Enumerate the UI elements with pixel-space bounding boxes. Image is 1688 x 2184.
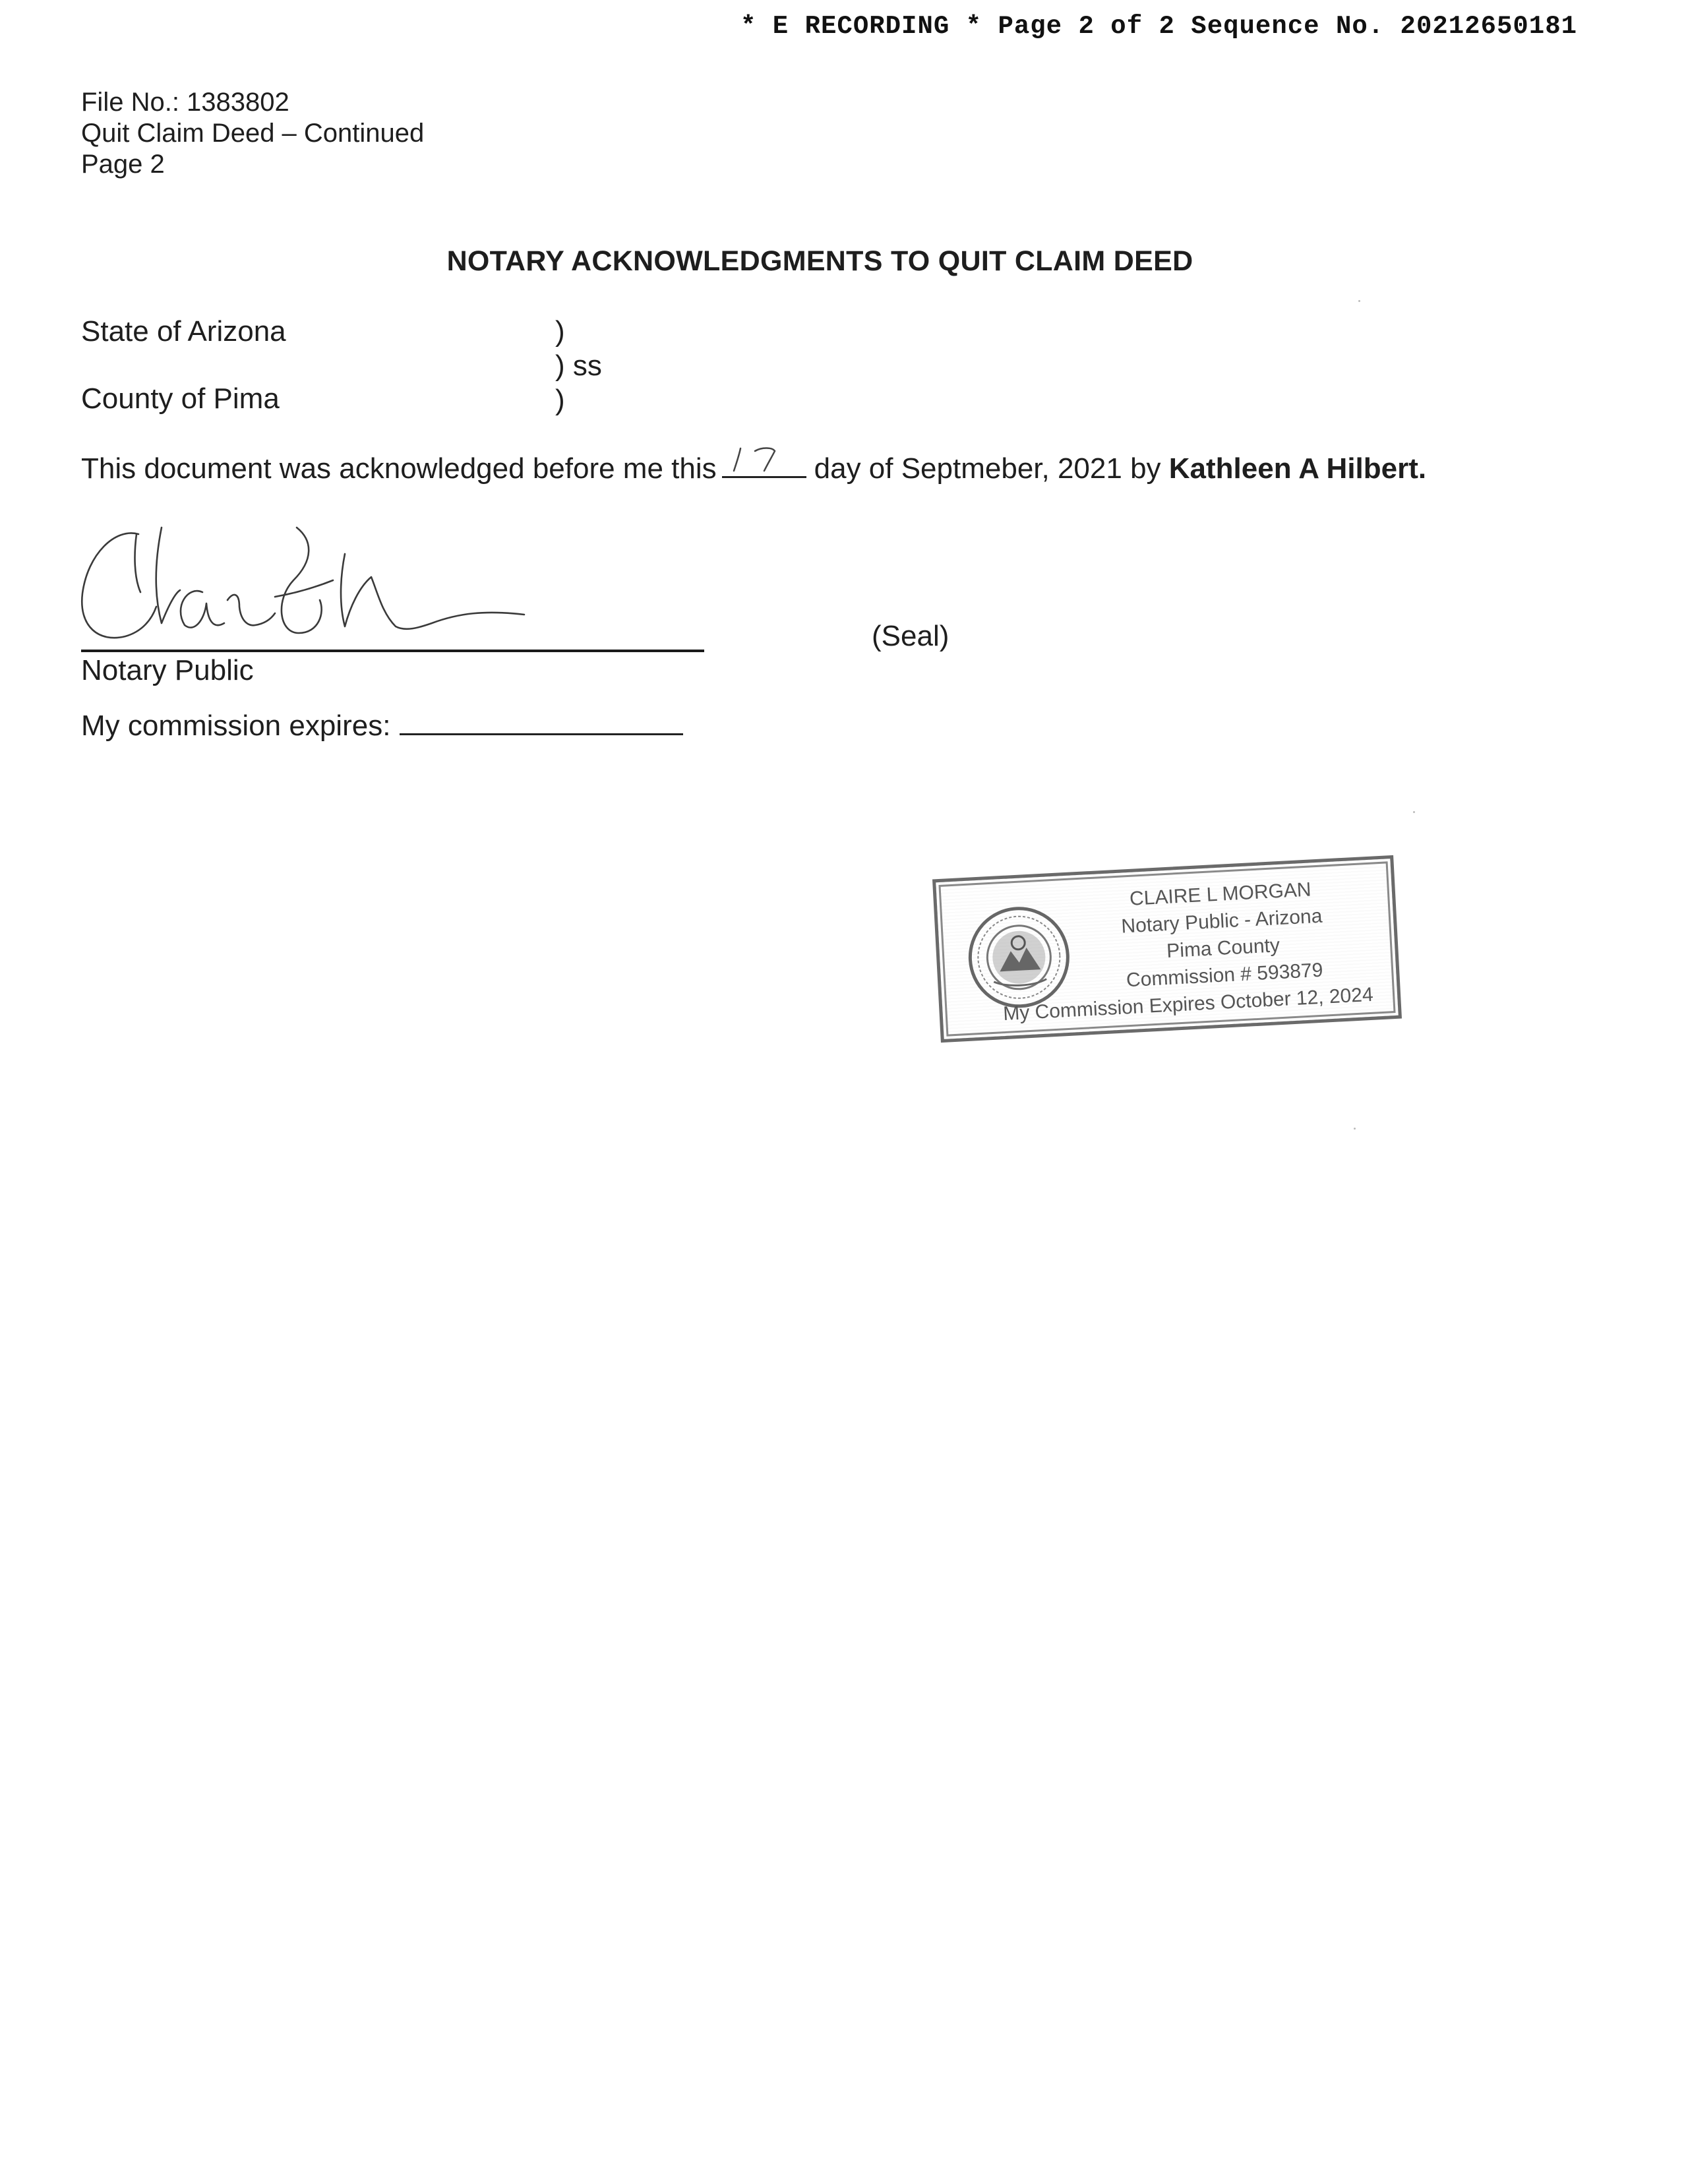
recording-header: * E RECORDING * Page 2 of 2 Sequence No. 20212650181 bbox=[740, 12, 1577, 41]
signature-line bbox=[81, 650, 704, 652]
commission-expires-label: My commission expires: bbox=[81, 710, 391, 742]
page-number: Page 2 bbox=[81, 150, 165, 179]
signer-name: Kathleen A Hilbert. bbox=[1168, 452, 1427, 485]
venue-state: State of Arizona bbox=[81, 315, 286, 348]
notary-signature bbox=[63, 514, 564, 659]
scan-speck bbox=[1413, 811, 1415, 813]
venue-paren-top: ) bbox=[555, 315, 565, 348]
document-continued: Quit Claim Deed – Continued bbox=[81, 119, 425, 148]
stamp-county: Pima County bbox=[1166, 934, 1281, 963]
handwritten-day bbox=[722, 442, 806, 475]
stamp-expiration: My Commission Expires October 12, 2024 bbox=[1002, 983, 1374, 1025]
file-number: File No.: 1383802 bbox=[81, 88, 289, 117]
stamp-text bbox=[1002, 872, 1395, 1025]
stamp-notary-name: CLAIRE L MORGAN bbox=[1129, 878, 1312, 910]
scan-speck bbox=[1354, 1128, 1356, 1130]
notary-public-label: Notary Public bbox=[81, 654, 254, 686]
acknowledgment-text-after: day of Septmeber, 2021 by bbox=[814, 452, 1161, 485]
venue-paren-ss: ) ss bbox=[555, 349, 602, 382]
day-blank bbox=[722, 447, 806, 478]
venue-paren-bottom: ) bbox=[555, 384, 565, 416]
stamp-commission-number: Commission # 593879 bbox=[1126, 959, 1324, 992]
file-info bbox=[81, 87, 424, 180]
scan-speck bbox=[1358, 300, 1360, 302]
acknowledgment-statement bbox=[81, 447, 1426, 485]
commission-expires-line bbox=[81, 704, 683, 743]
commission-expires-blank bbox=[400, 704, 683, 735]
document-title: NOTARY ACKNOWLEDGMENTS TO QUIT CLAIM DEED bbox=[446, 245, 1193, 277]
stamp-notary-title: Notary Public - Arizona bbox=[1120, 905, 1323, 938]
venue-county: County of Pima bbox=[81, 382, 280, 415]
acknowledgment-text-before: This document was acknowledged before me this bbox=[81, 452, 717, 485]
seal-label: (Seal) bbox=[872, 620, 950, 652]
notary-stamp bbox=[932, 855, 1402, 1043]
